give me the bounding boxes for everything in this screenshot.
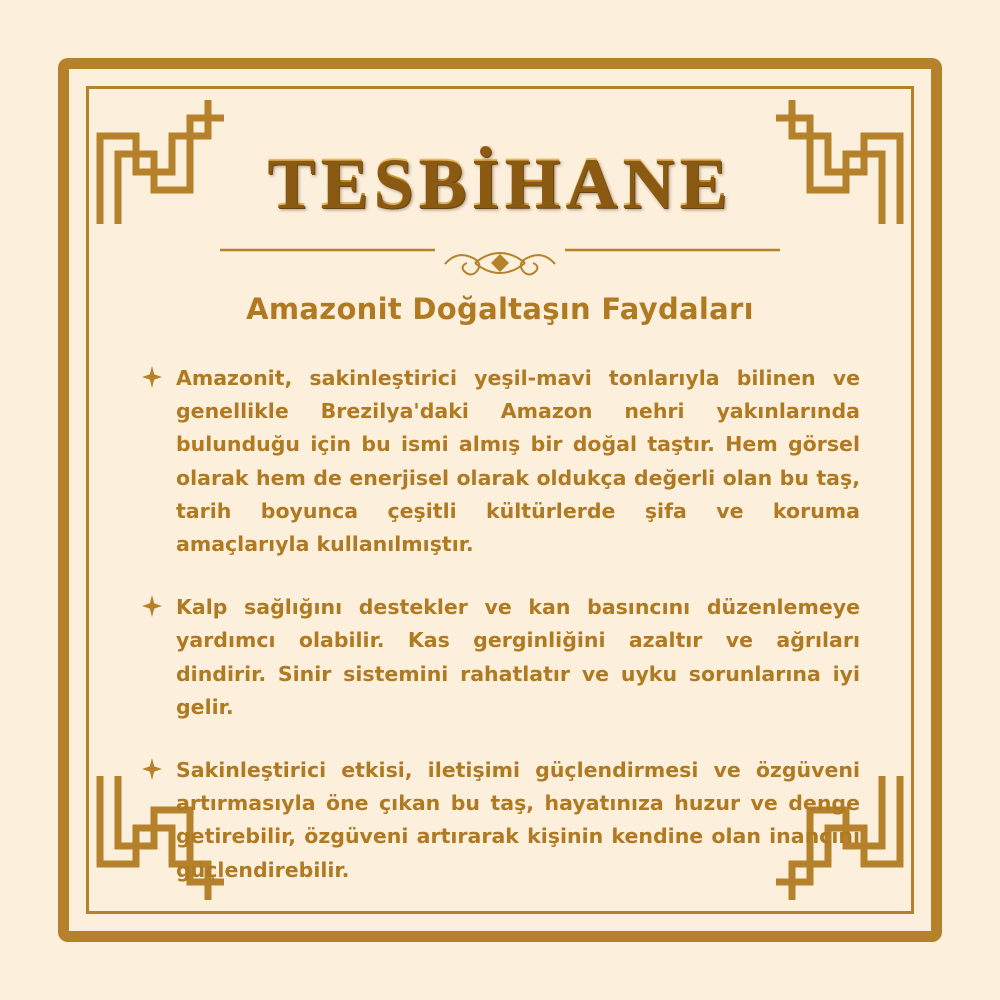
list-item [140,754,860,887]
list-item-text: Amazonit, sakinleştirici yeşil-mavi tonlarıyla bilinen ve genellikle Brezilya'daki Amazon nehri yakınlarında bulunduğu için bu ismi almış bir doğal taştır. Hem görsel olarak hem de enerjisel olarak oldukça değerli olan bu taş, tarih boyunca çeşitli kültürlerde şifa ve koruma amaçlarıyla kullanılmıştır. [176,366,860,557]
sparkle-icon [142,758,162,780]
brand-title: TESBİHANE [140,146,860,218]
sparkle-icon [142,366,162,388]
sparkle-icon [142,595,162,617]
benefits-list [140,362,860,887]
list-item-text: Sakinleştirici etkisi, iletişimi güçlendirmesi ve özgüveni artırmasıyla öne çıkan bu taş, hayatınıza huzur ve denge getirebilir, özgüveni artırarak kişinin kendine olan inancını güçlendirebilir. [176,758,860,882]
list-item-text: Kalp sağlığını destekler ve kan basıncını düzenlemeye yardımcı olabilir. Kas gerginliğini azaltır ve ağrıları dindirir. Sinir sistemini rahatlatır ve uyku sorunlarına iyi gelir. [176,595,860,719]
list-item [140,362,860,561]
poster-content [140,120,860,880]
page-subtitle: Amazonit Doğaltaşın Faydaları [246,292,754,326]
ornamental-divider [220,240,780,286]
list-item [140,591,860,724]
